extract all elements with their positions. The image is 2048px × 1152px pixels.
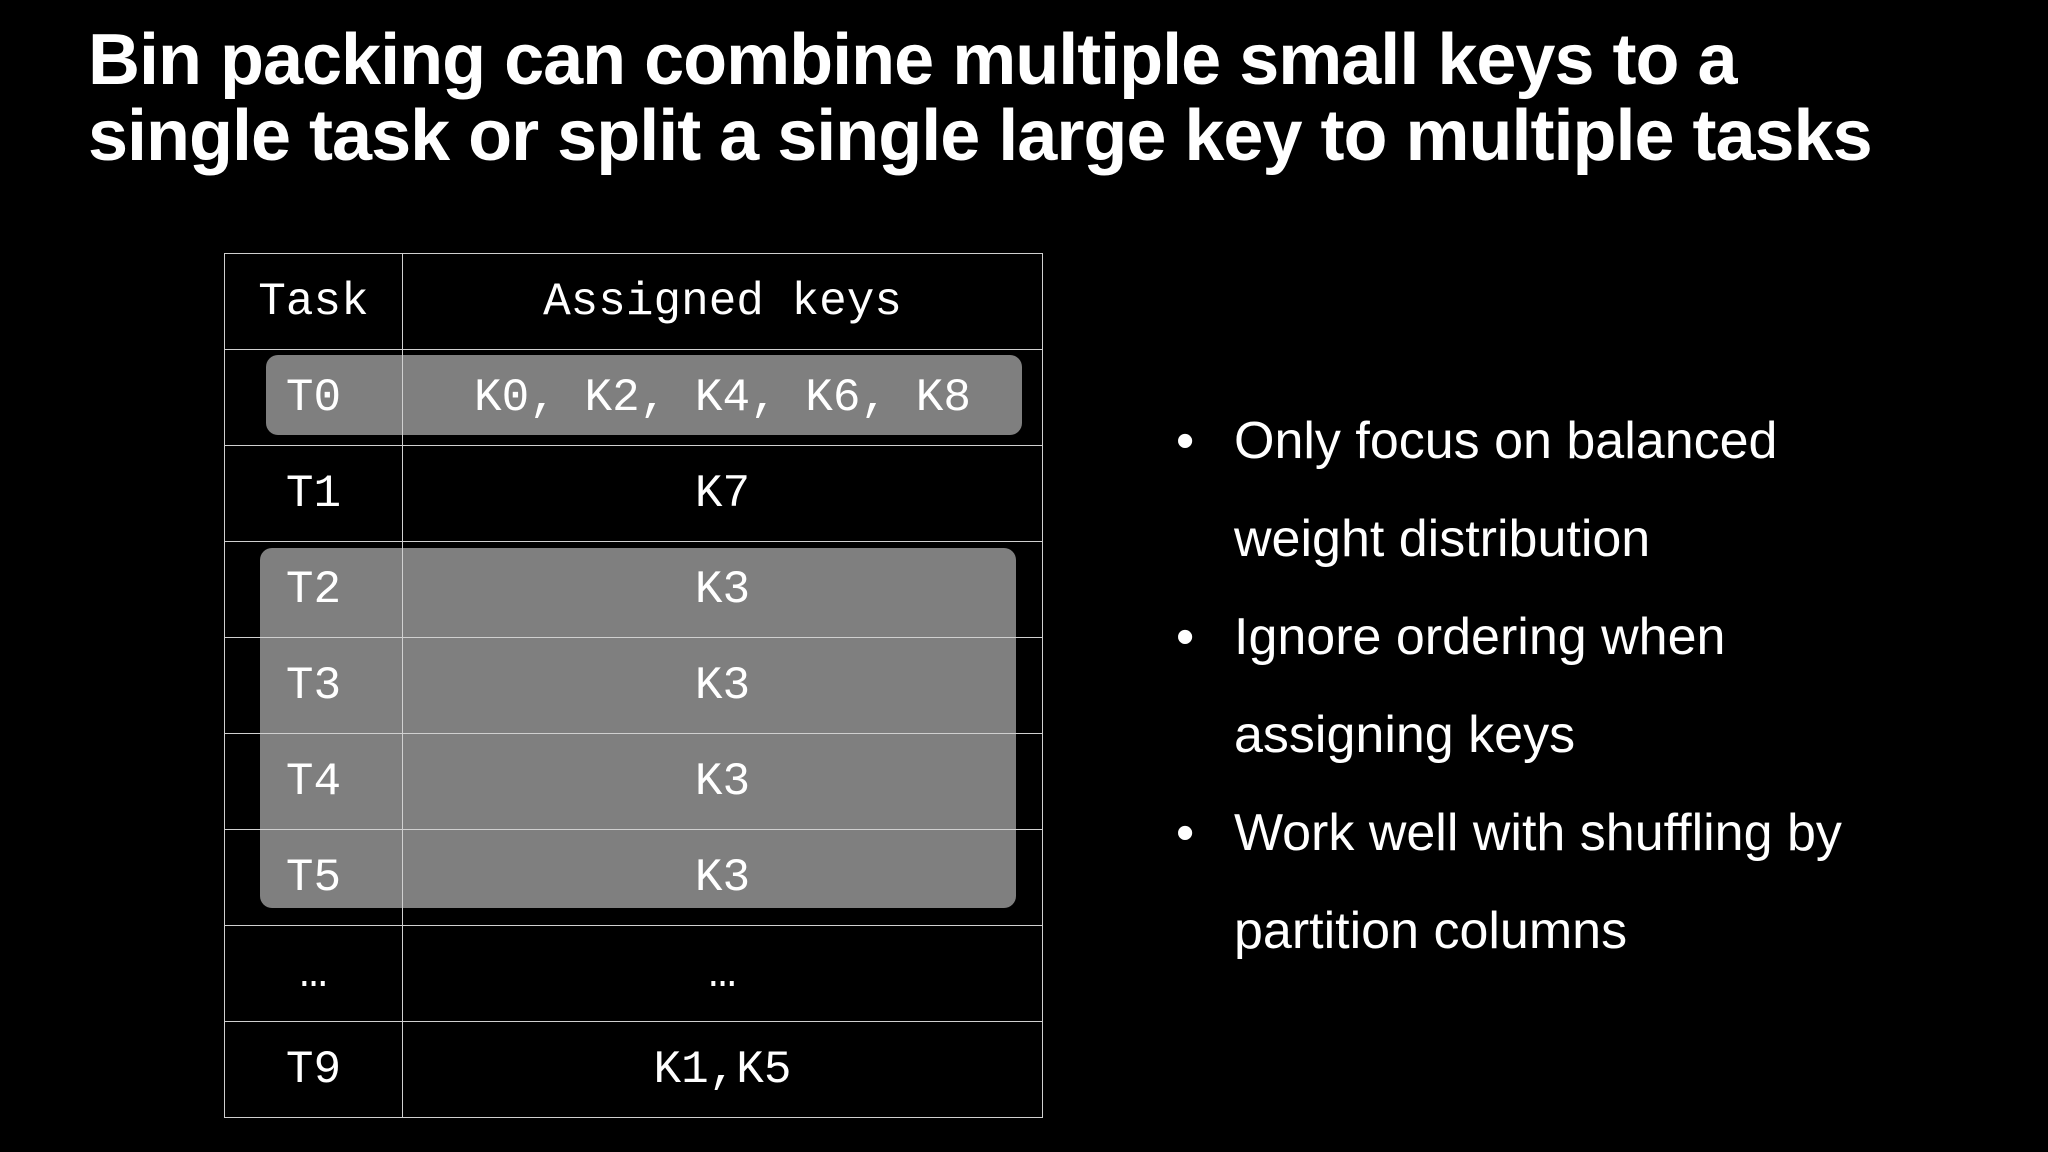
header-assigned-keys: Assigned keys (403, 254, 1043, 350)
bullet-line: partition columns (1234, 902, 1628, 960)
table-row (225, 446, 1043, 542)
bullet-line: weight distribution (1234, 510, 1651, 568)
keys-cell: … (403, 926, 1043, 1022)
task-cell: T3 (225, 638, 403, 734)
task-cell: T0 (225, 350, 403, 446)
bullet-item (1168, 784, 1934, 980)
table-row (225, 734, 1043, 830)
header-task: Task (225, 254, 403, 350)
task-cell: … (225, 926, 403, 1022)
keys-cell: K3 (403, 638, 1043, 734)
task-cell: T9 (225, 1022, 403, 1118)
table-row (225, 638, 1043, 734)
keys-cell: K7 (403, 446, 1043, 542)
keys-cell: K3 (403, 830, 1043, 926)
task-cell: T1 (225, 446, 403, 542)
slide-title (88, 22, 1988, 174)
bullet-list (1168, 392, 2028, 980)
table-row (225, 542, 1043, 638)
keys-cell: K0, K2, K4, K6, K8 (403, 350, 1043, 446)
task-cell: T5 (225, 830, 403, 926)
bullet-item (1168, 588, 1934, 784)
task-cell: T4 (225, 734, 403, 830)
table-header-row (225, 254, 1043, 350)
bullet-line: Only focus on balanced (1234, 412, 1778, 470)
keys-cell: K3 (403, 734, 1043, 830)
bullet-line: assigning keys (1234, 706, 1576, 764)
bullet-line: Work well with shuffling by (1234, 804, 1842, 862)
task-cell: T2 (225, 542, 403, 638)
table-row (225, 830, 1043, 926)
slide-title-line-1: Bin packing can combine multiple small keys to a (88, 20, 1737, 100)
task-key-table-area (224, 253, 1042, 1111)
bullet-marker: • (1176, 608, 1195, 666)
bullet-marker: • (1176, 412, 1195, 470)
bullet-item (1168, 392, 1934, 588)
bullet-line: Ignore ordering when (1234, 608, 1726, 666)
keys-cell: K3 (403, 542, 1043, 638)
slide-title-line-2: single task or split a single large key to multiple tasks (88, 96, 1872, 176)
table-row (225, 926, 1043, 1022)
keys-cell: K1,K5 (403, 1022, 1043, 1118)
bullet-marker: • (1176, 804, 1195, 862)
task-key-table (224, 253, 1043, 1118)
table-row (225, 1022, 1043, 1118)
table-row (225, 350, 1043, 446)
